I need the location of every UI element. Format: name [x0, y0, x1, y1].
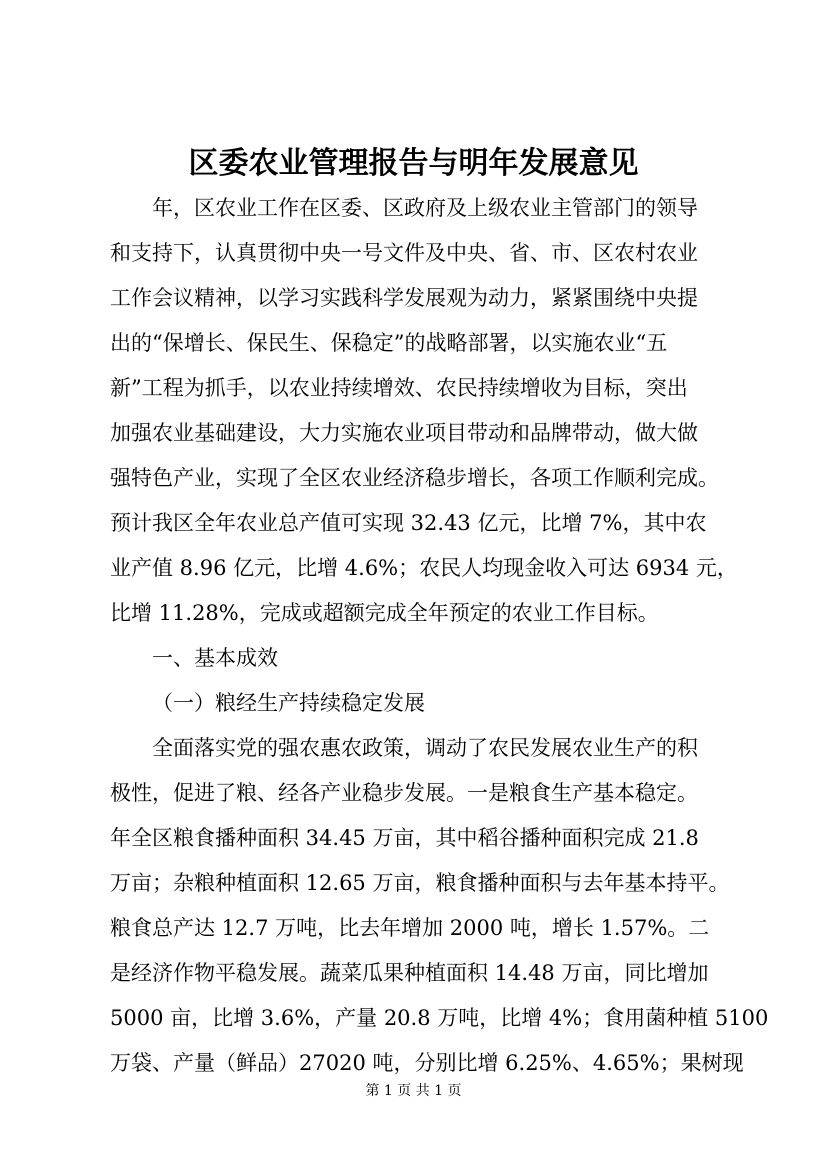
paragraph-line: 和支持下，认真贯彻中央一号文件及中央、省、市、区农村农业: [110, 241, 698, 265]
paragraph-line: 强特色产业，实现了全区农业经济稳步增长，各项工作顺利完成。: [110, 466, 719, 490]
page-number-footer: 第 1 页 共 1 页: [365, 1083, 462, 1099]
paragraph-line: 出的“保增长、保民生、保稳定”的战略部署，以实施农业“五: [110, 331, 668, 355]
paragraph-line: 粮食总产达 12.7 万吨，比去年增加 2000 吨，增长 1.57%。二: [110, 916, 710, 940]
paragraph-line: 5000 亩，比增 3.6%，产量 20.8 万吨，比增 4%；食用菌种植 5100: [110, 1006, 769, 1030]
section-heading: 一、基本成效: [152, 646, 278, 670]
paragraph-line: 业产值 8.96 亿元，比增 4.6%；农民人均现金收入可达 6934 元，: [110, 556, 738, 580]
paragraph-line: 是经济作物平稳发展。蔬菜瓜果种植面积 14.48 万亩，同比增加: [110, 961, 709, 985]
paragraph-line: 全面落实党的强农惠农政策，调动了农民发展农业生产的积: [152, 736, 698, 760]
paragraph-line: 极性，促进了粮、经各产业稳步发展。一是粮食生产基本稳定。: [110, 781, 698, 805]
document-title: 区委农业管理报告与明年发展意见: [188, 146, 639, 181]
paragraph-line: 预计我区全年农业总产值可实现 32.43 亿元，比增 7%，其中农: [110, 511, 707, 535]
paragraph-line: 工作会议精神，以学习实践科学发展观为动力，紧紧围绕中央提: [110, 286, 698, 310]
paragraph-line: 加强农业基础建设，大力实施农业项目带动和品牌带动，做大做: [110, 421, 698, 445]
paragraph-line: 新”工程为抓手，以农业持续增效、农民持续增收为目标，突出: [110, 376, 688, 400]
subsection-heading: （一）粮经生产持续稳定发展: [152, 691, 425, 715]
paragraph-line: 年，区农业工作在区委、区政府及上级农业主管部门的领导: [152, 196, 698, 220]
paragraph-line: 万袋、产量（鲜品）27020 吨，分别比增 6.25%、4.65%；果树现: [110, 1051, 744, 1075]
paragraph-line: 万亩；杂粮种植面积 12.65 万亩，粮食播种面积与去年基本持平。: [110, 871, 730, 895]
paragraph-line: 年全区粮食播种面积 34.45 万亩，其中稻谷播种面积完成 21.8: [110, 826, 699, 850]
paragraph-line: 比增 11.28%，完成或超额完成全年预定的农业工作目标。: [110, 601, 659, 625]
